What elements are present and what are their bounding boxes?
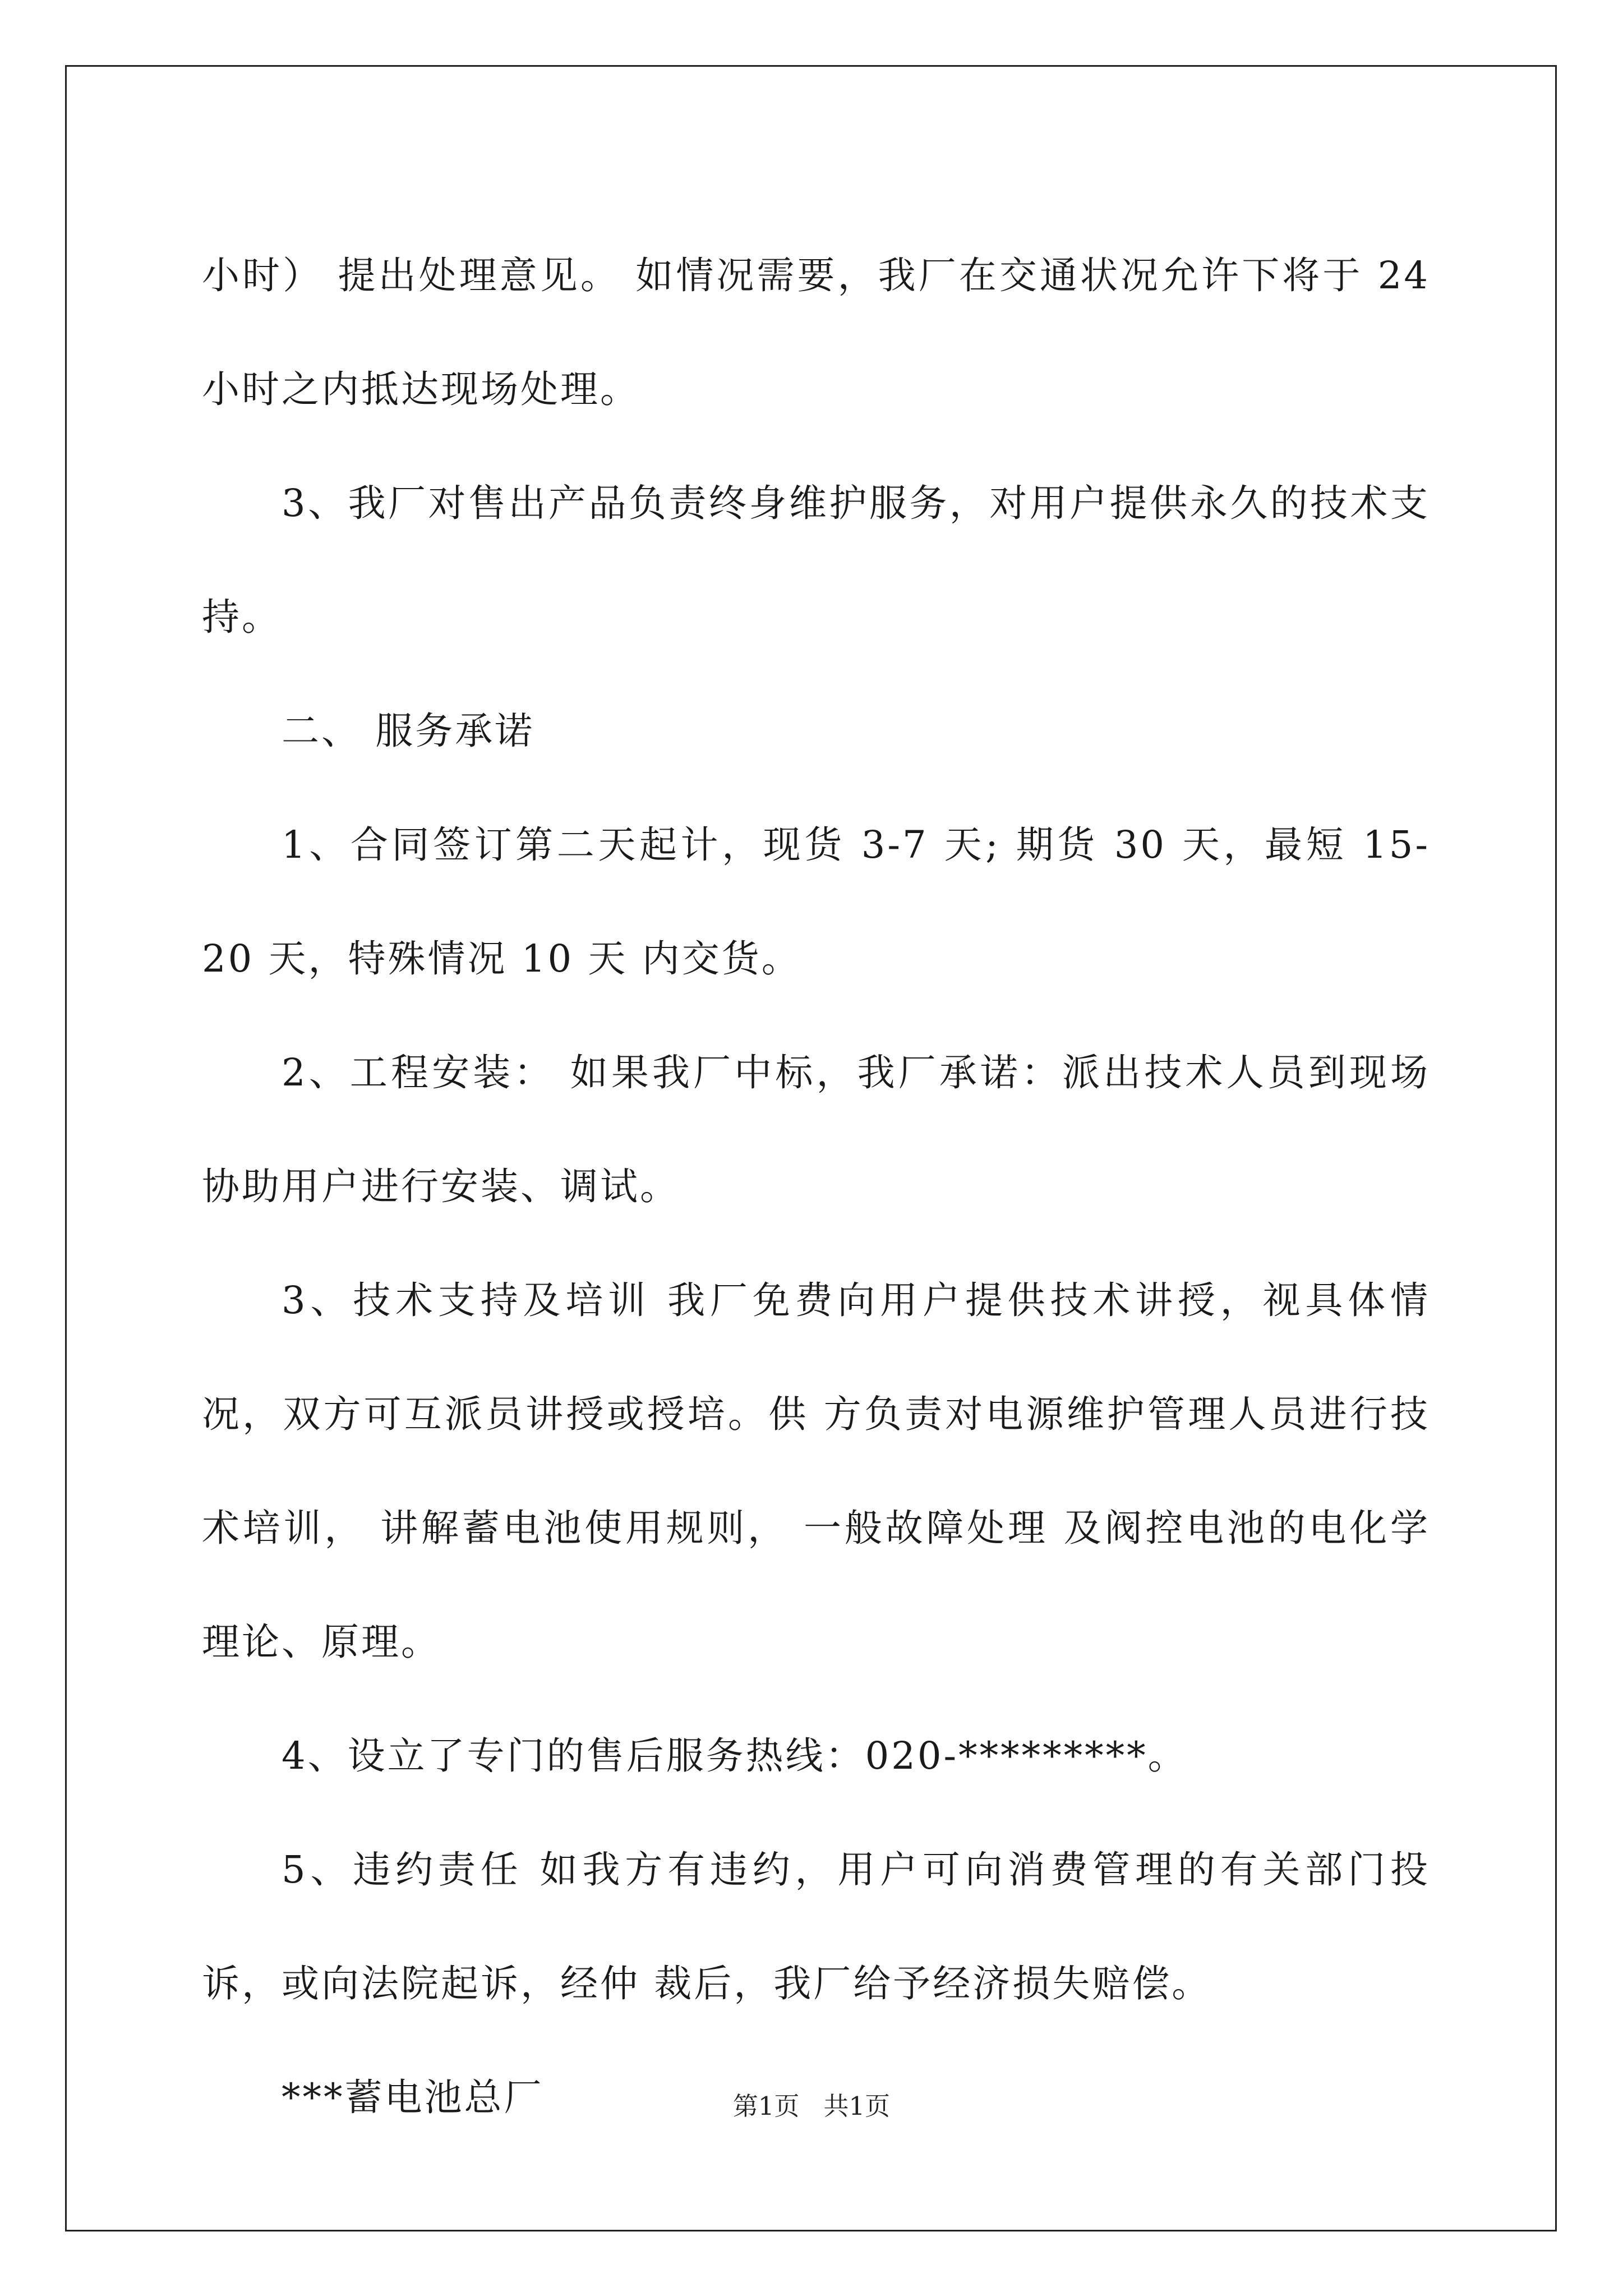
paragraph-hotline: 4、设立了专门的售后服务热线：020-*********。 [282,1734,1188,1778]
paragraph-training: 3、技术支持及培训 我厂免费向用户提供技术讲授，视具体情况，双方可互派员讲授或授培。供 方负责对电源维护管理人员进行技术培训， 讲解蓄电池使用规则， 一般故障处理 及阀控电池的电化学理论、原理。 [202,1278,1430,1664]
paragraph-continuation: 小时） 提出处理意见。 如情况需要，我厂在交通状况允许下将于 24 小时之内抵达现场处理。 [202,254,1445,411]
paragraph-liability: 5、违约责任 如我方有违约，用户可向消费管理的有关部门投诉，或向法院起诉，经仲 裁后，我厂给予经济损失赔偿。 [202,1848,1430,2005]
paragraph-delivery: 1、合同签订第二天起计，现货 3-7 天; 期货 30 天，最短 15-20 天，特殊情况 10 天 内交货。 [202,823,1430,981]
document-body [202,219,1445,2155]
signature-company: ***蓄电池总厂 [282,2076,544,2119]
paragraph-installation: 2、工程安装： 如果我厂中标，我厂承诺：派出技术人员到现场协助用户进行安装、调试。 [202,1051,1430,1208]
page-number-footer: 第1页 共1页 [732,2091,891,2121]
paragraph-lifetime-service: 3、我厂对售出产品负责终身维护服务，对用户提供永久的技术支持。 [202,481,1430,639]
section-heading-service-commitment: 二、 服务承诺 [282,709,535,753]
